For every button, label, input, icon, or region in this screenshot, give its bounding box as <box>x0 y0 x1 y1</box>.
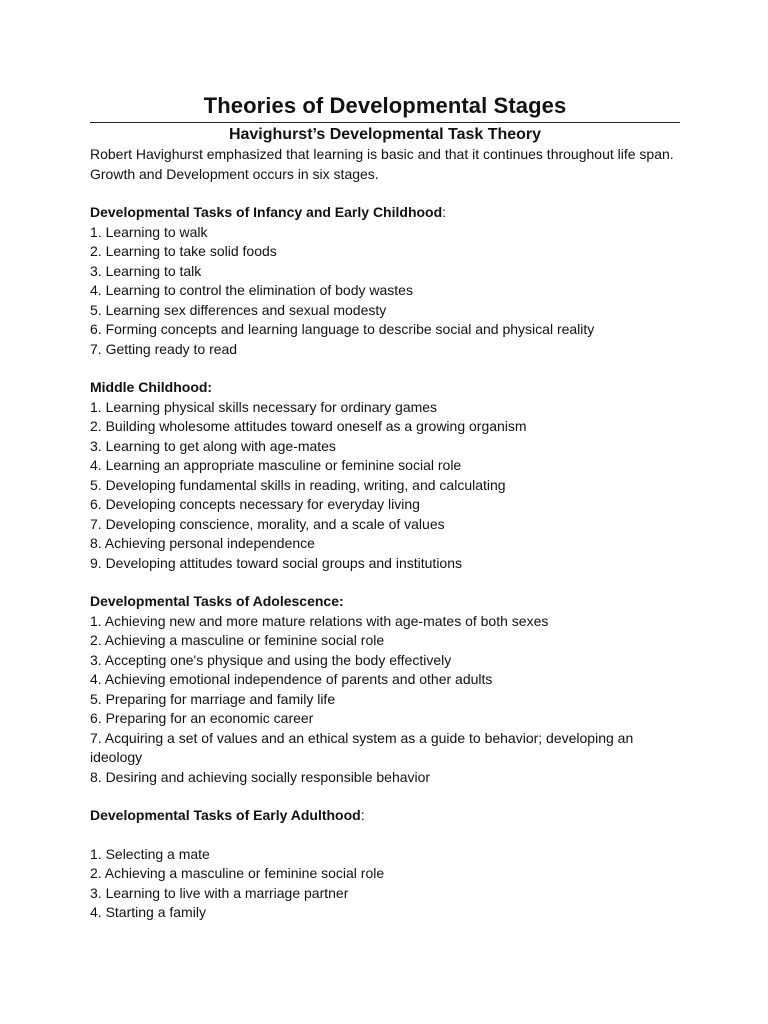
section-heading <box>90 592 680 612</box>
list-item: 2. Learning to take solid foods <box>90 243 277 259</box>
list-item: 8. Achieving personal independence <box>90 535 315 551</box>
section-heading <box>90 378 680 398</box>
list-item: 6. Preparing for an economic career <box>90 710 314 726</box>
list-item: 1. Learning to walk <box>90 223 208 240</box>
section-infancy <box>90 203 680 359</box>
task-list <box>90 612 680 788</box>
list-item: 7. Developing conscience, morality, and a scale of values <box>90 515 445 532</box>
list-item: 2. Achieving a masculine or feminine social role <box>90 865 385 881</box>
section-heading-colon: : <box>442 204 447 220</box>
section-heading-text: Developmental Tasks of Adolescence: <box>90 593 344 609</box>
list-item: 8. Desiring and achieving socially responsible behavior <box>90 768 431 785</box>
list-item: 5. Developing fundamental skills in reading, writing, and calculating <box>90 476 506 493</box>
section-adolescence <box>90 592 680 787</box>
list-item: 7. Getting ready to read <box>90 340 238 357</box>
list-item: 2. Building wholesome attitudes toward oneself as a growing organism <box>90 418 527 434</box>
task-list <box>90 223 680 360</box>
list-item: 4. Learning to control the elimination of body wastes <box>90 282 413 298</box>
section-middle-childhood <box>90 378 680 573</box>
task-list <box>90 398 680 574</box>
list-item: 2. Achieving a masculine or feminine social role <box>90 632 385 648</box>
section-heading <box>90 203 680 223</box>
list-item: 3. Accepting one's physique and using the body effectively <box>90 651 452 668</box>
list-item: 6. Developing concepts necessary for everyday living <box>90 496 420 512</box>
list-item: 4. Starting a family <box>90 904 206 920</box>
section-heading-text: Middle Childhood: <box>90 379 213 395</box>
list-item: 3. Learning to talk <box>90 262 202 279</box>
document-page <box>90 92 680 923</box>
section-early-adulthood <box>90 806 680 923</box>
list-item: 4. Achieving emotional independence of parents and other adults <box>90 671 493 687</box>
list-item: 6. Forming concepts and learning language to describe social and physical reality <box>90 321 595 337</box>
section-heading-text: Developmental Tasks of Infancy and Early Childhood <box>90 204 443 220</box>
list-item: 3. Learning to live with a marriage partner <box>90 884 349 901</box>
document-subtitle: Havighurst’s Developmental Task Theory <box>228 126 542 143</box>
list-item: 7. Acquiring a set of values and an ethical system as a guide to behavior; developing an ideology <box>90 729 634 765</box>
list-item: 1. Achieving new and more mature relations with age-mates of both sexes <box>90 612 549 629</box>
list-item: 9. Developing attitudes toward social groups and institutions <box>90 554 462 571</box>
section-heading-text: Developmental Tasks of Early Adulthood <box>90 807 361 823</box>
section-heading-colon: : <box>360 807 365 823</box>
document-title: Theories of Developmental Stages <box>203 93 567 118</box>
blank-line <box>90 826 680 845</box>
list-item: 5. Learning sex differences and sexual modesty <box>90 301 387 318</box>
task-list <box>90 845 680 923</box>
list-item: 3. Learning to get along with age-mates <box>90 437 336 454</box>
intro-paragraph: Robert Havighurst emphasized that learning is basic and that it continues throughout life span. Growth and Development occurs in six stages. <box>90 146 674 182</box>
section-heading <box>90 806 680 826</box>
list-item: 4. Learning an appropriate masculine or feminine social role <box>90 457 462 473</box>
list-item: 1. Learning physical skills necessary for ordinary games <box>90 398 438 415</box>
list-item: 1. Selecting a mate <box>90 845 210 862</box>
list-item: 5. Preparing for marriage and family life <box>90 690 336 707</box>
